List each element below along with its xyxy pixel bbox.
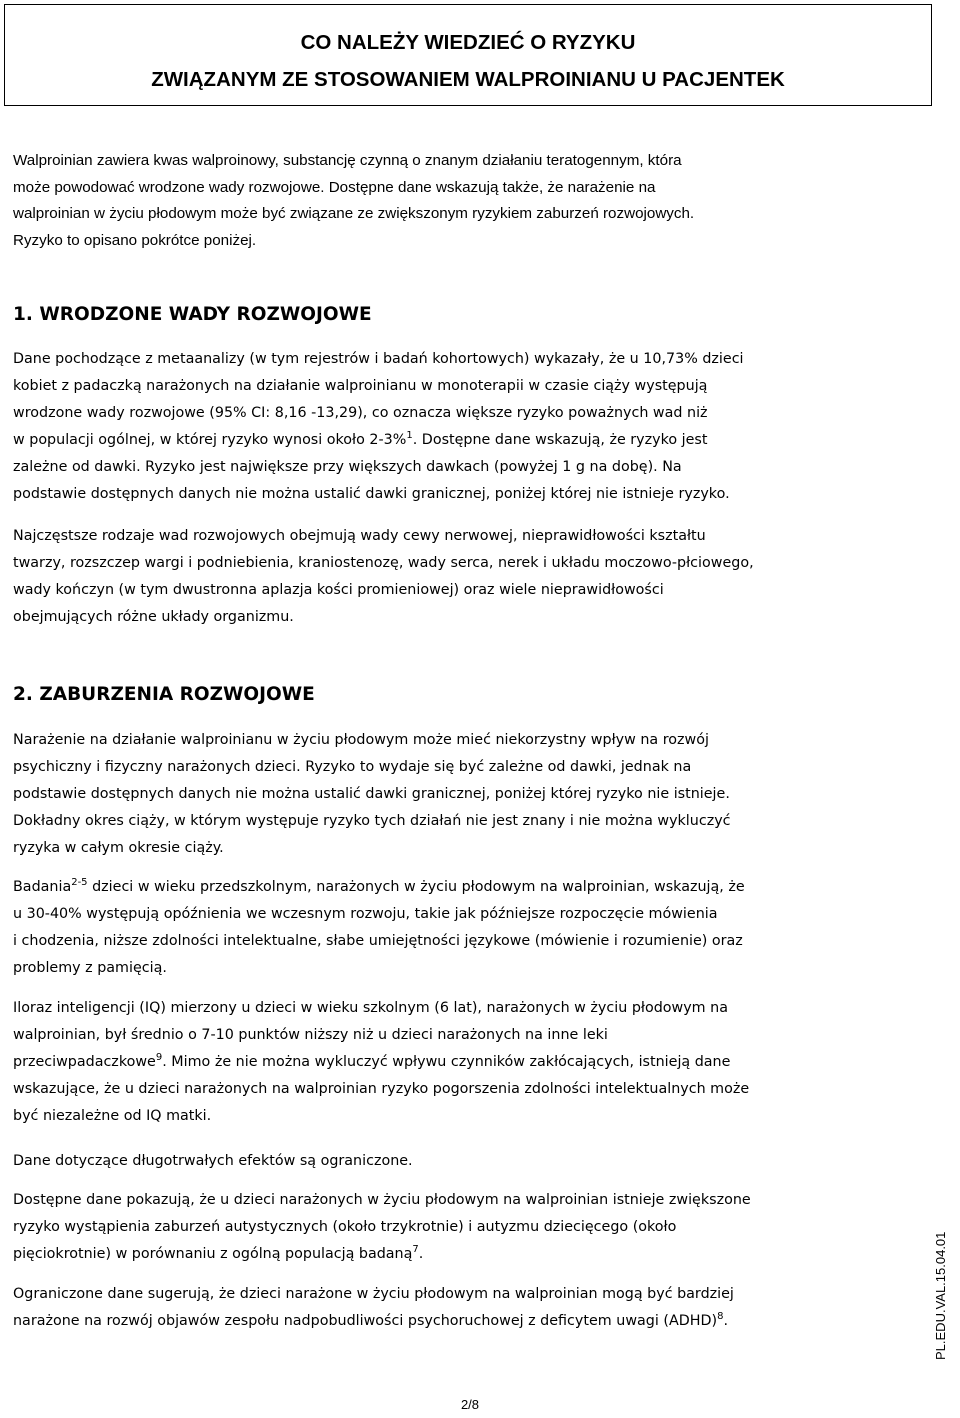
text-line: Najczęstsze rodzaje wad rozwojowych obejmują wady cewy nerwowej, nieprawidłowości kształtu — [13, 528, 706, 544]
text-line — [13, 427, 918, 454]
footnote-ref: 7 — [412, 1244, 419, 1255]
section-1-paragraph-1 — [13, 346, 918, 508]
section-2-paragraph-2 — [13, 874, 918, 982]
text-line: Dane dotyczące długotrwałych efektów są ograniczone. — [13, 1153, 413, 1169]
text-line: psychiczny i fizyczny narażonych dzieci. Ryzyko to wydaje się być zależne od dawki, jednak na — [13, 759, 692, 775]
intro-paragraph — [13, 148, 943, 254]
text-line — [13, 1241, 918, 1268]
text-line: Dane pochodzące z metaanalizy (w tym rejestrów i badań kohortowych) wykazały, że u 10,73% dzieci — [13, 351, 744, 367]
text-line: walproinian, był średnio o 7-10 punktów niższy niż u dzieci narażonych na inne leki — [13, 1027, 608, 1043]
text-line: wady kończyn (w tym dwustronna aplazja kości promieniowej) oraz wiele nieprawidłowości — [13, 582, 664, 598]
text-line: być niezależne od IQ matki. — [13, 1108, 212, 1124]
text-line: ryzyko wystąpienia zaburzeń autystycznych (około trzykrotnie) i autyzmu dziecięcego (około — [13, 1219, 677, 1235]
section-1-heading: 1. WRODZONE WADY ROZWOJOWE — [13, 304, 372, 325]
text-line — [13, 1049, 918, 1076]
section-2-paragraph-6 — [13, 1281, 918, 1335]
text-fragment: w populacji ogólnej, w której ryzyko wynosi około 2-3% — [13, 432, 407, 448]
section-2-paragraph-1 — [13, 727, 918, 862]
text-line: problemy z pamięcią. — [13, 960, 167, 976]
text-fragment: Badania — [13, 879, 72, 895]
title-box — [4, 4, 932, 106]
text-line: i chodzenia, niższe zdolności intelektualne, słabe umiejętności językowe (mówienie i rozumienie) oraz — [13, 933, 743, 949]
text-line: Dostępne dane pokazują, że u dzieci narażonych w życiu płodowym na walproinian istnieje zwiększone — [13, 1192, 751, 1208]
footnote-ref: 8 — [717, 1311, 724, 1322]
intro-line: Ryzyko to opisano pokrótce poniżej. — [13, 231, 257, 249]
footnote-ref: 1 — [406, 430, 413, 441]
text-line — [13, 1308, 918, 1335]
section-2-paragraph-5 — [13, 1187, 918, 1268]
text-line: Dokładny okres ciąży, w którym występuje ryzyko tych działań nie jest znany i nie można wykluczyć — [13, 813, 731, 829]
text-fragment: . Dostępne dane wskazują, że ryzyko jest — [412, 432, 708, 448]
text-line: podstawie dostępnych danych nie można ustalić dawki granicznej, poniżej której ryzyko nie istnieje. — [13, 786, 730, 802]
text-line: wrodzone wady rozwojowe (95% CI: 8,16 -13,29), co oznacza większe ryzyko poważnych wad niż — [13, 405, 708, 421]
title-line-1: CO NALEŻY WIEDZIEĆ O RYZYKU — [300, 31, 636, 54]
text-fragment: . — [418, 1246, 424, 1262]
text-fragment: dzieci w wieku przedszkolnym, narażonych w życiu płodowym na walproinian, wskazują, że — [87, 879, 745, 895]
text-line: Ograniczone dane sugerują, że dzieci narażone w życiu płodowym na walproinian mogą być bardziej — [13, 1286, 734, 1302]
text-line: kobiet z padaczką narażonych na działanie walproinianu w monoterapii w czasie ciąży występują — [13, 378, 708, 394]
section-1-paragraph-2 — [13, 523, 918, 631]
intro-line: może powodować wrodzone wady rozwojowe. Dostępne dane wskazują także, że narażenie na — [13, 178, 656, 196]
intro-line: Walproinian zawiera kwas walproinowy, substancję czynną o znanym działaniu teratogennym, która — [13, 152, 682, 169]
text-fragment: narażone na rozwój objawów zespołu nadpobudliwości psychoruchowej z deficytem uwagi (ADHD) — [13, 1313, 718, 1329]
page-number: 2/8 — [460, 1397, 480, 1412]
section-2-paragraph-4 — [13, 1148, 918, 1175]
title-line-2: ZWIĄZANYM ZE STOSOWANIEM WALPROINIANU U PACJENTEK — [151, 68, 785, 91]
document-code: PL.EDU.VAL.15.04.01 — [933, 1231, 948, 1360]
section-2-paragraph-3 — [13, 995, 918, 1130]
text-line: Iloraz inteligencji (IQ) mierzony u dzieci w wieku szkolnym (6 lat), narażonych w życiu płodowym na — [13, 1000, 728, 1016]
text-line: wskazujące, że u dzieci narażonych na walproinian ryzyko pogorszenia zdolności intelektualnych może — [13, 1081, 750, 1097]
text-fragment: pięciokrotnie) w porównaniu z ogólną populacją badaną — [13, 1246, 413, 1262]
footnote-ref: 2-5 — [71, 877, 88, 888]
text-fragment: . Mimo że nie można wykluczyć wpływu czynników zakłócających, istnieją dane — [162, 1054, 731, 1070]
text-line: Narażenie na działanie walproinianu w życiu płodowym może mieć niekorzystny wpływ na rozwój — [13, 732, 709, 748]
text-line: obejmujących różne układy organizmu. — [13, 609, 294, 625]
text-line: zależne od dawki. Ryzyko jest największe przy większych dawkach (powyżej 1 g na dobę). Na — [13, 459, 682, 475]
text-line: ryzyka w całym okresie ciąży. — [13, 840, 224, 856]
section-2-heading: 2. ZABURZENIA ROZWOJOWE — [13, 684, 315, 705]
text-fragment: . — [723, 1313, 728, 1329]
text-fragment: przeciwpadaczkowe — [13, 1054, 156, 1070]
text-line — [13, 874, 918, 901]
footnote-ref: 9 — [155, 1052, 163, 1063]
intro-line: walproinian w życiu płodowym może być związane ze zwiększonym ryzykiem zaburzeń rozwojowych. — [13, 205, 695, 222]
text-line: podstawie dostępnych danych nie można ustalić dawki granicznej, poniżej której nie istnieje ryzyko. — [13, 486, 730, 502]
text-line: u 30-40% występują opóźnienia we wczesnym rozwoju, takie jak późniejsze rozpoczęcie mówienia — [13, 906, 718, 922]
text-line: twarzy, rozszczep wargi i podniebienia, kraniostenozę, wady serca, nerek i układu moczowo-płciowego, — [13, 555, 754, 571]
